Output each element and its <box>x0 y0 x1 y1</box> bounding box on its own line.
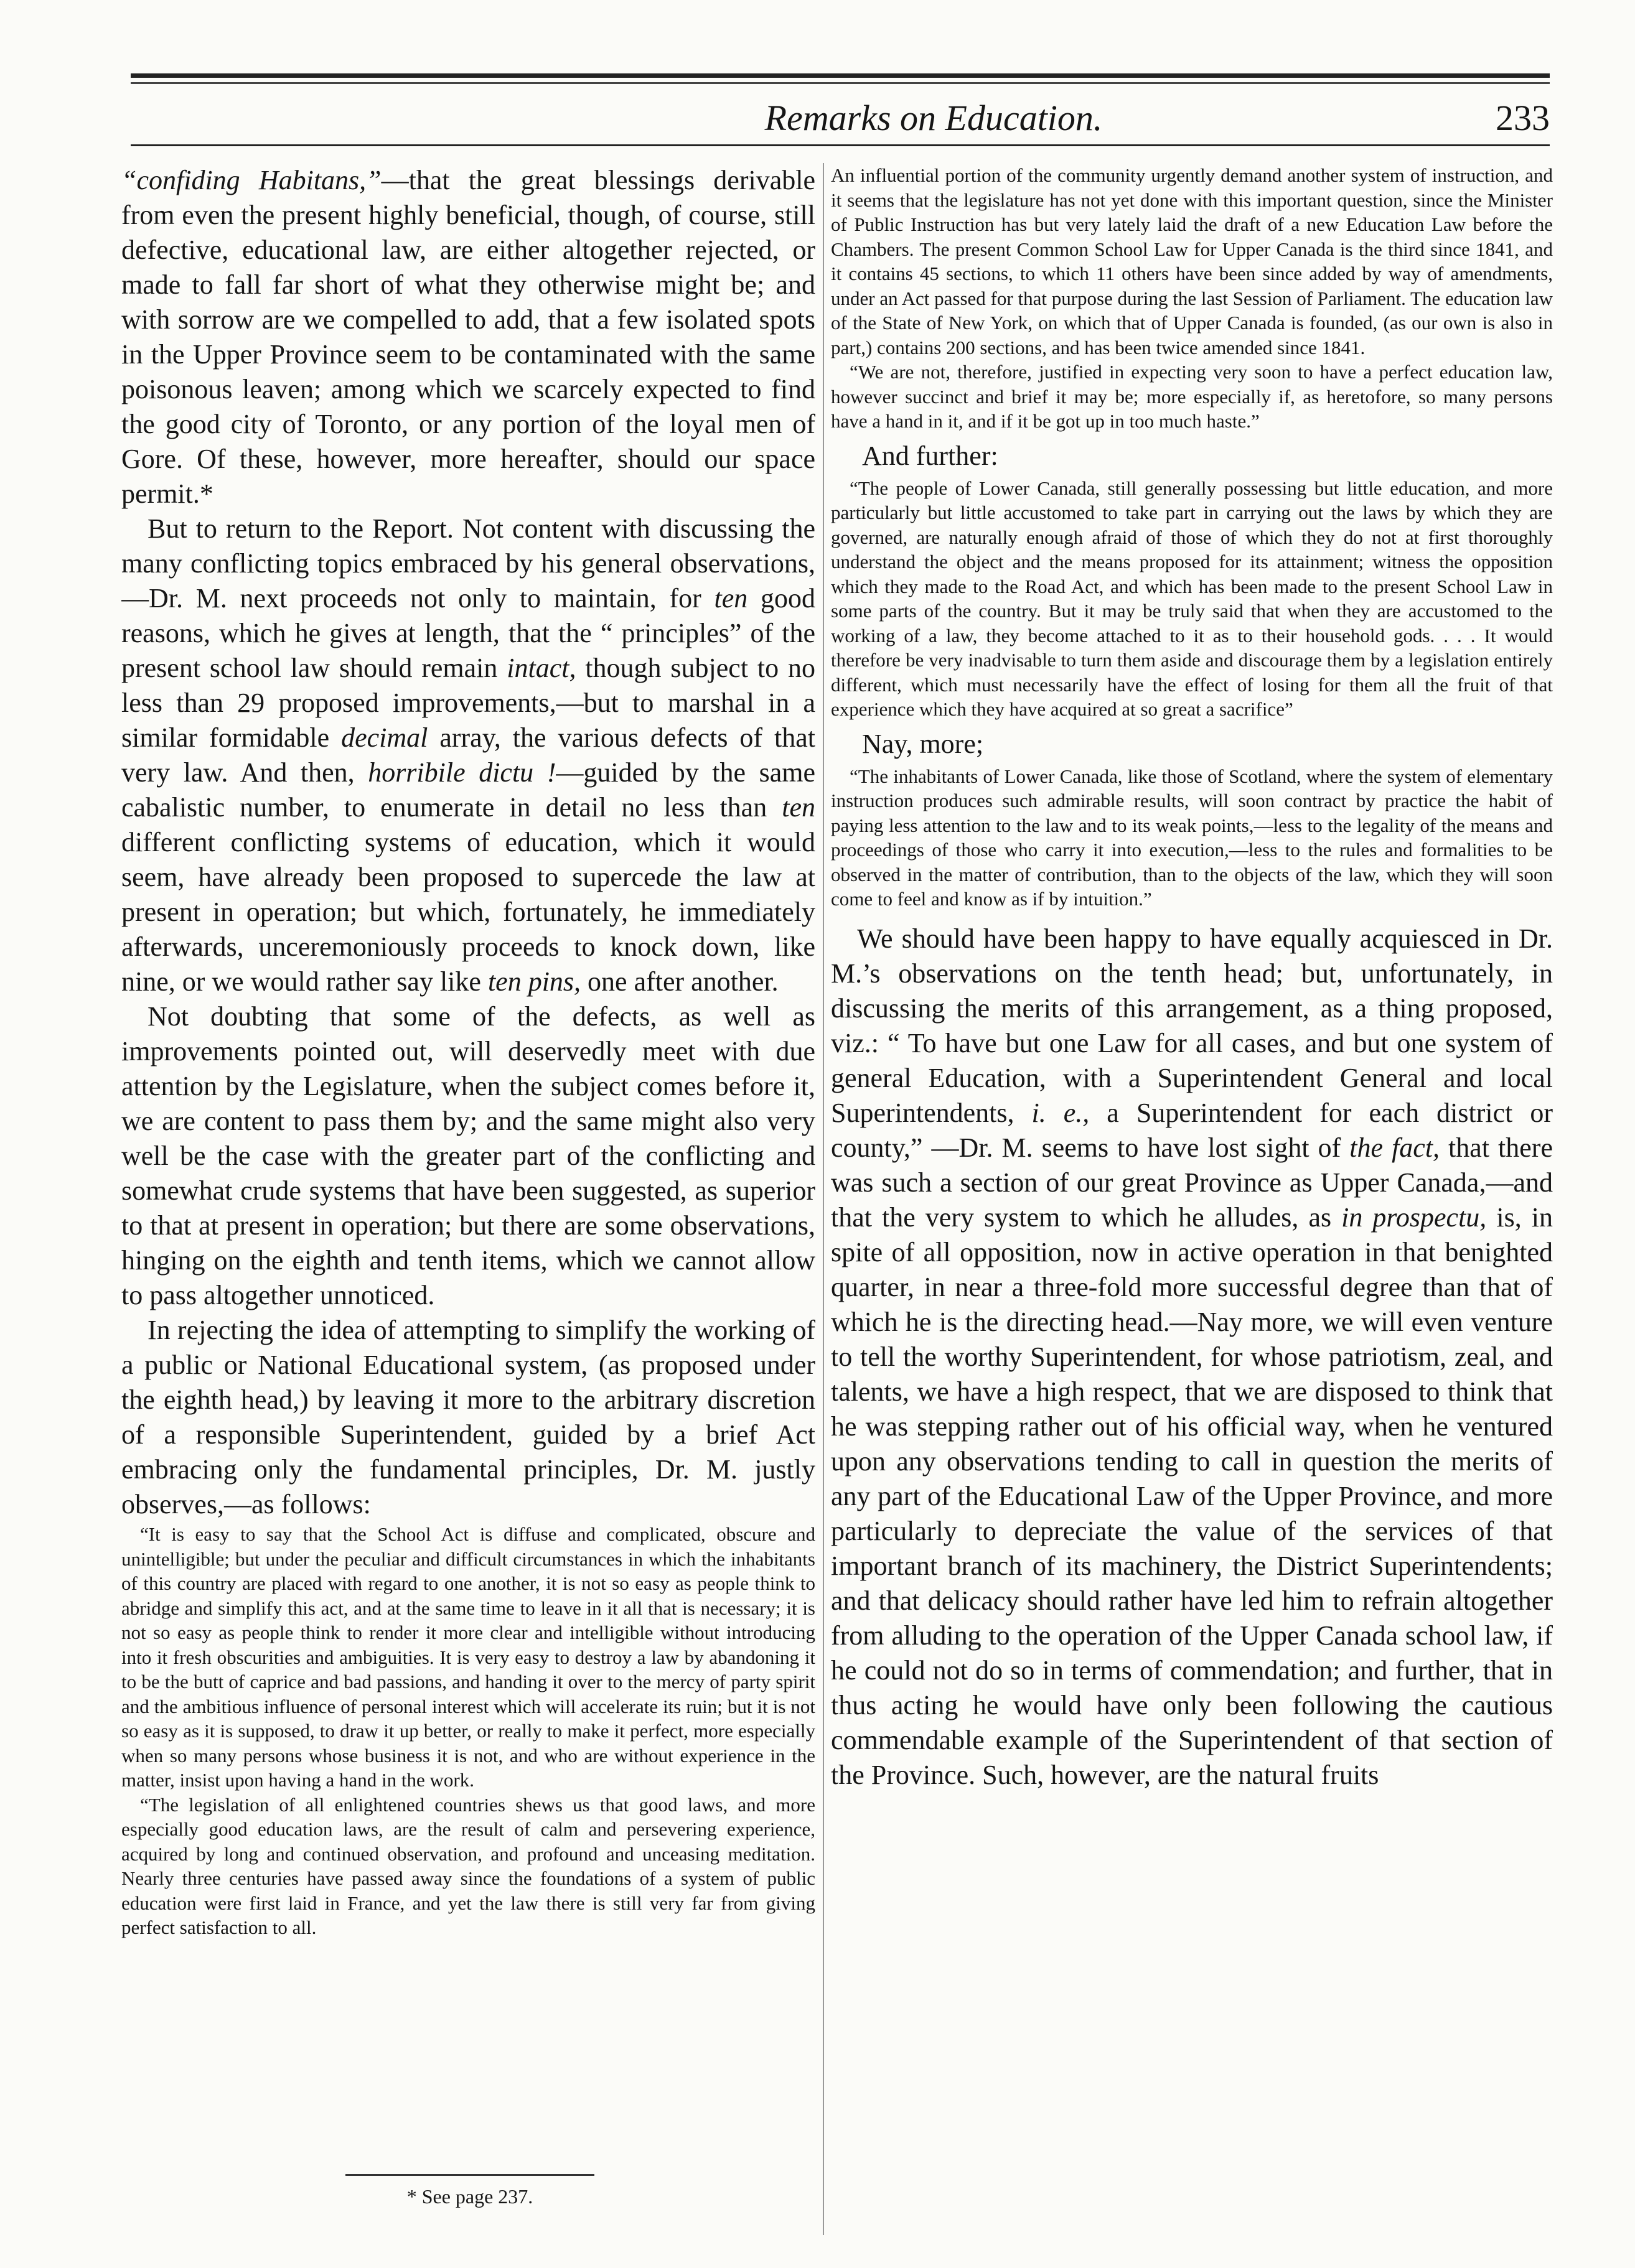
italic-text: i. e., <box>1031 1097 1090 1128</box>
paragraph-text: —that the great blessings derivable from even the present highly beneficial, though, of course, still defective, educational law, are either altogether rejected, or made to fall far short of what they otherwise might be; and with sorrow are we compelled to add, that a few isolated spots in the Upper Province seem to be contaminated with the same poisonous leaven; among which we scarcely expected to find the good city of Toronto, or any portion of the loyal men of Gore. Of these, however, more hereafter, should our space permit.* <box>121 165 815 509</box>
italic-text: ten <box>782 792 815 823</box>
block-quote: “It is easy to say that the School Act is diffuse and complicated, obscure and unintelligible; but under the peculiar and difficult circumstances in which the inhabitants of this country are placed with regard to one another, it is not so easy as people think to abridge and simplify this act, and at the same time to leave in it all that is necessary; it is not so easy as people think to render it more clear and intelligible without introducing into it fresh obscurities and ambiguities. It is very easy to destroy a law by abandoning it to be the butt of caprice and bad passions, and handing it over to the mercy of party spirit and the ambitious influence of personal interest which will accelerate its ruin; but it is not so easy as it is supposed, to draw it up better, or really to make it perfect, more especially when so many persons whose business it is not, and who are without experience in the matter, insist upon having a hand in the work. <box>121 1523 815 1791</box>
block-quote: “The inhabitants of Lower Canada, like those of Scotland, where the system of elementary instruction produces such admirable results, will soon contract by practice the habit of paying less attention to the law and to its weak points,—less to the legality of the means and proceedings of those who carry it into execution,—less to the rules and formalities to be observed in the matter of contribution, than to the objects of the law, which they will soon come to feel and know as if by intuition.” <box>831 765 1553 910</box>
header-rule <box>131 144 1550 146</box>
block-quote: “We are not, therefore, justified in expecting very soon to have a perfect education law, however succinct and brief it may be; more especially if, as heretofore, so many persons have a hand in it, and if it be got up in too much haste.” <box>831 361 1553 432</box>
footnote: * See page 237. <box>406 2185 533 2208</box>
running-header <box>131 93 1550 143</box>
lead-in: And further: <box>862 440 998 471</box>
italic-text: in prospectu, <box>1341 1202 1487 1233</box>
block-quote: “The legislation of all enlightened countries shews us that good laws, and more especially good education laws, are the result of calm and persevering experience, acquired by long and continued observation, and profound and unceasing meditation. Nearly three centuries have passed away since the foundations of a system of public education were first laid in France, and yet the law there is still very far from giving perfect satisfaction to all. <box>121 1793 815 1938</box>
italic-text: horribile dictu ! <box>368 757 556 788</box>
italic-text: intact, <box>507 653 576 683</box>
paragraph: In rejecting the idea of attempting to simplify the working of a public or National Educational system, (as proposed under the eighth head,) by leaving it more to the arbitrary discretion of a responsible Superintendent, guided by a brief Act embracing only the fundamental principles, Dr. M. justly observes,—as follows: <box>121 1315 815 1519</box>
paragraph: But to return to the Report. Not content with discussing the many conflicting topics embraced by his general observations,—Dr. M. next proceeds not only to maintain, for ten good reasons, which he gives at length, that the “ principles” of the present school law should remain intact, though subject to no less than 29 proposed improvements,—but to marshal in a similar formidable decimal array, the various defects of that very law. And then, horribile dictu !—guided by the same cabalistic number, to enumerate in detail no less than ten different conflicting systems of education, which it would seem, have already been proposed to supercede the law at present in operation; but which, fortunately, he immediately afterwards, unceremoniously proceeds to knock down, like nine, or we would rather say like ten pins, one after another. <box>121 513 815 997</box>
paragraph <box>121 163 815 511</box>
lead-in: Nay, more; <box>862 728 984 759</box>
italic-text: “confiding Habitans,” <box>121 165 382 195</box>
column-divider <box>823 163 824 2235</box>
paragraph: Not doubting that some of the defects, as well as improvements pointed out, will deservedly meet with due attention by the Legislature, when the subject comes before it, we are content to pass them by; and the same might also very well be the case with the greater part of the conflicting and somewhat crude systems that have been suggested, as superior to that at present in operation; but there are some observations, hinging on the eighth and tenth items, which we cannot allow to pass altogether unnoticed. <box>121 1001 815 1310</box>
italic-text: ten pins, <box>487 966 581 997</box>
block-quote: “The people of Lower Canada, still generally possessing but little education, and more particularly but little accustomed to take part in carrying out the laws by which they are governed, are naturally enough afraid of those of which they do not at first thoroughly understand the object and the means proposed for its attainment; witness the opposition which they made to the Road Act, and which has been made to the present School Law in some parts of the country. But it may be truly said that when they are accustomed to the working of a law, they become attached to it as to their household gods. . . . It would therefore be very inadvisable to turn them aside and discourage them by a legislation entirely different, which must necessarily have the effect of losing for them all the fruit of that experience which they have acquired at so great a sacrifice” <box>831 477 1553 720</box>
right-column <box>831 163 1553 2241</box>
running-title: Remarks on Education. <box>764 98 1103 138</box>
page-number: 233 <box>1496 98 1550 138</box>
left-column <box>121 163 815 2167</box>
footnote-rule <box>345 2174 594 2176</box>
italic-text: ten <box>714 583 748 614</box>
italic-text: the fact, <box>1349 1132 1440 1163</box>
italic-text: decimal <box>341 722 428 753</box>
paragraph: We should have been happy to have equally acquiesced in Dr. M.’s observations on the tenth head; but, unfortunately, in discussing the merits of this arrangement, as a thing proposed, viz.: “ To have but one Law for all cases, and but one system of general Education, with a Superintendent General and local Superintendents, i. e., a Superintendent for each district or county,” —Dr. M. seems to have lost sight of the fact, that there was such a section of our great Province as Upper Canada,—and that the very system to which he alludes, as in prospectu, is, in spite of all opposition, now in active operation in that benighted quarter, in near a three-fold more successful degree than that of which he is the directing head.—Nay more, we will even venture to tell the worthy Superintendent, for whose patriotism, zeal, and talents, we have a high respect, that we are disposed to think that he was stepping rather out of his official way, when he ventured upon any observations tending to call in question the merits of any part of the Educational Law of the Upper Province, and more particularly to depreciate the value of the services of that important branch of its machinery, the District Superintendents; and that delicacy should rather have led him to refrain altogether from alluding to the operation of the Upper Canada school law, if he could not do so in terms of commendation; and further, that in thus acting he would have only been following the cautious commendable example of the Superintendent of that section of the Province. Such, however, are the natural fruits <box>831 923 1553 1790</box>
top-rule-thin <box>131 82 1550 84</box>
block-quote: An influential portion of the community urgently demand another system of instruction, and it seems that the legislature has not yet done with this important question, since the Minister of Public Instruction has but very lately laid the draft of a new Education Law before the Chambers. The present Common School Law for Upper Canada is the third since 1841, and it contains 45 sections, to which 11 others have been since added by way of amendments, under an Act passed for that purpose during the last Session of Parliament. The education law of the State of New York, on which that of Upper Canada is founded, (as our own is also in part,) contains 200 sections, and has been twice amended since 1841. <box>831 164 1553 358</box>
top-rule-thick <box>131 73 1550 78</box>
